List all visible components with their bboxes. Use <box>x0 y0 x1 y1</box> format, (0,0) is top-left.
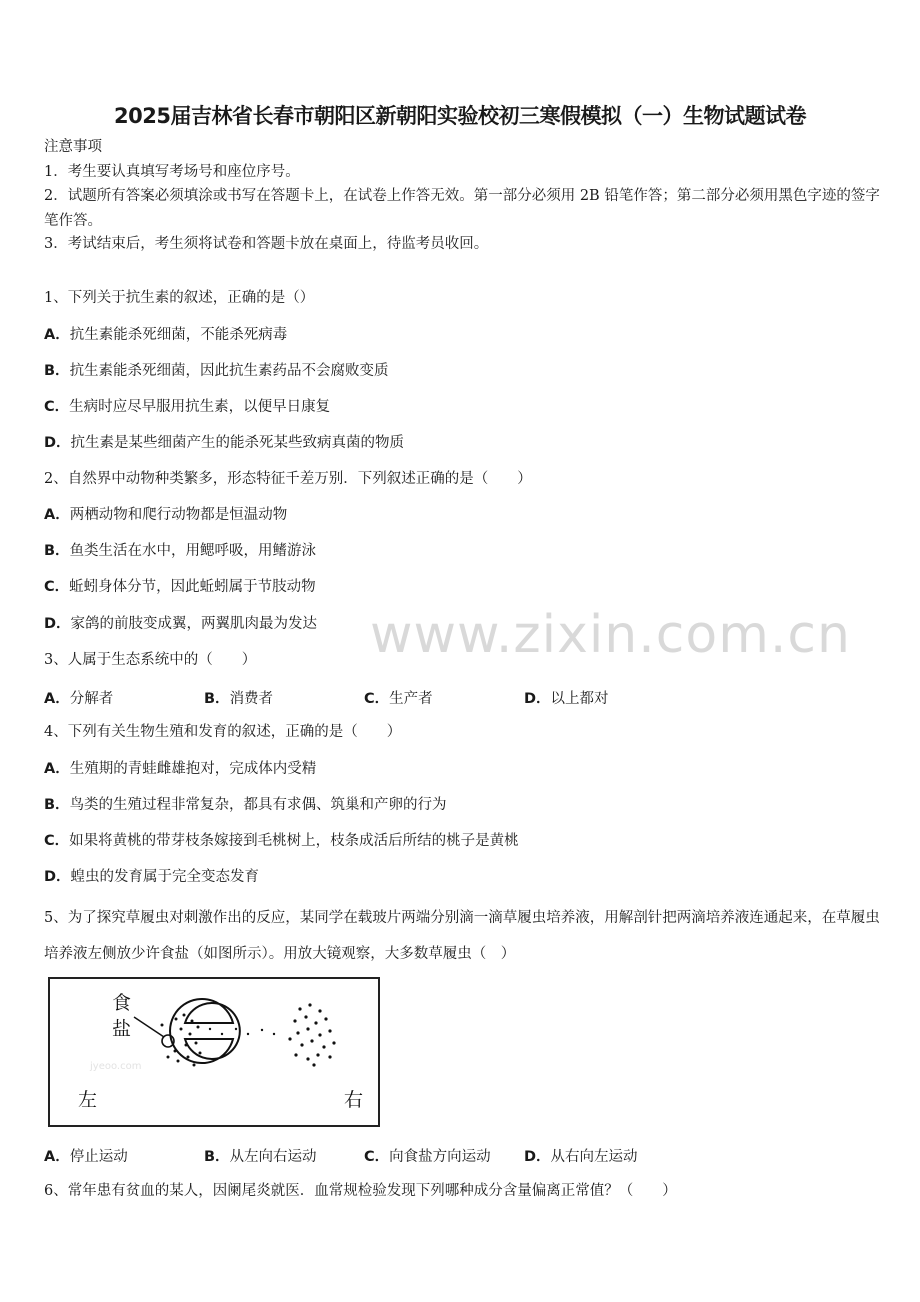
option-label: D． <box>524 691 551 707</box>
right-label: 右 <box>344 1089 364 1111</box>
option-label: B． <box>44 797 70 813</box>
option-row <box>44 795 447 815</box>
notice-item: 2．试题所有答案必须填涂或书写在答题卡上，在试卷上作答无效。第一部分必须用 2B 铅笔作答；第二部分必须用黑色字迹的签字笔作答。 <box>44 188 880 229</box>
option-row <box>44 325 287 345</box>
option-row <box>44 831 519 851</box>
option-row <box>44 361 389 381</box>
option-label: B． <box>44 363 70 379</box>
option-text: 抗生素能杀死细菌，因此抗生素药品不会腐败变质 <box>69 363 389 379</box>
figure-credit: jyeoo.com <box>90 1061 142 1072</box>
salt-label-line1: 食 <box>112 992 132 1014</box>
option-text: 生病时应尽早服用抗生素，以便早日康复 <box>69 399 331 415</box>
option-text: 抗生素是某些细菌产生的能杀死某些致病真菌的物质 <box>70 435 405 451</box>
option-label: C． <box>44 399 70 415</box>
option-label: D． <box>44 869 71 885</box>
option-text: 从左向右运动 <box>229 1149 317 1165</box>
option-row <box>44 505 287 525</box>
option-label: B． <box>204 691 230 707</box>
option-row <box>44 577 316 597</box>
option-label: B． <box>44 543 70 559</box>
slide-diagram <box>50 979 378 1125</box>
option-text: 两栖动物和爬行动物都是恒温动物 <box>69 507 288 523</box>
option-text: 消费者 <box>229 691 274 707</box>
option-label: C． <box>44 833 70 849</box>
option-text: 蚯蚓身体分节，因此蚯蚓属于节肢动物 <box>69 579 316 595</box>
question-stem: 5、为了探究草履虫对刺激作出的反应，某同学在载玻片两端分别滴一滴草履虫培养液，用解剖针把两滴培养液连通起来，在草履虫培养液左侧放少许食盐（如图所示）。用放大镜观察，大多数草履虫（ ） <box>44 910 880 962</box>
option-row <box>44 867 259 887</box>
option-label: C． <box>44 579 70 595</box>
paramecium-figure <box>48 977 380 1127</box>
page-title: 2025届吉林省长春市朝阳区新朝阳实验校初三寒假模拟（一）生物试题试卷 <box>114 104 806 128</box>
option-text: 分解者 <box>69 691 114 707</box>
option-label: D． <box>44 616 71 632</box>
option-label: D． <box>44 435 71 451</box>
option-text: 从右向左运动 <box>550 1149 638 1165</box>
option-text: 蝗虫的发育属于完全变态发育 <box>70 869 260 885</box>
option-text: 鸟类的生殖过程非常复杂，都具有求偶、筑巢和产卵的行为 <box>69 797 447 813</box>
question-stem: 1、下列关于抗生素的叙述，正确的是（） <box>44 290 315 306</box>
option-text: 如果将黄桃的带芽枝条嫁接到毛桃树上，枝条成活后所结的桃子是黄桃 <box>69 833 519 849</box>
notice-item: 1．考生要认真填写考场号和座位序号。 <box>44 164 300 180</box>
option-row <box>44 397 330 417</box>
option-label: C． <box>364 1149 390 1165</box>
option-row <box>44 433 404 453</box>
option-label: A． <box>44 327 70 343</box>
option-text: 生产者 <box>389 691 433 707</box>
option-label: A． <box>44 691 70 707</box>
question-stem: 4、下列有关生物生殖和发育的叙述，正确的是（ ） <box>44 724 402 740</box>
notice-item: 3．考试结束后，考生须将试卷和答题卡放在桌面上，待监考员收回。 <box>44 236 489 252</box>
option-label: D． <box>524 1149 551 1165</box>
question-stem: 3、人属于生态系统中的（ ） <box>44 652 257 668</box>
culture-drops <box>170 999 240 1063</box>
left-label: 左 <box>78 1089 98 1111</box>
option-label: A． <box>44 1149 70 1165</box>
option-text: 抗生素能杀死细菌，不能杀死病毒 <box>69 327 288 343</box>
watermark: www.zixin.com.cn <box>370 605 851 665</box>
option-text: 家鸽的前肢变成翼，两翼肌肉最为发达 <box>70 616 318 632</box>
option-text: 以上都对 <box>550 691 609 707</box>
option-row <box>44 687 609 708</box>
option-text: 向食盐方向运动 <box>389 1149 491 1165</box>
option-row <box>44 1145 638 1166</box>
option-row <box>44 614 317 634</box>
salt-pointer-line <box>134 1017 164 1037</box>
option-label: B． <box>204 1149 230 1165</box>
question-stem: 2、自然界中动物种类繁多，形态特征千差万别．下列叙述正确的是（ ） <box>44 471 532 487</box>
option-label: A． <box>44 507 70 523</box>
option-label: C． <box>364 691 390 707</box>
option-text: 停止运动 <box>69 1149 128 1165</box>
salt-label-line2: 盐 <box>112 1018 132 1040</box>
option-text: 生殖期的青蛙雌雄抱对，完成体内受精 <box>69 761 317 777</box>
option-row <box>44 541 316 561</box>
option-row <box>44 759 316 779</box>
question-stem: 6、常年患有贫血的某人，因阑尾炎就医．血常规检验发现下列哪种成分含量偏离正常值？（ ） <box>44 1183 677 1199</box>
option-label: A． <box>44 761 70 777</box>
notice-heading: 注意事项 <box>44 139 102 155</box>
option-text: 鱼类生活在水中，用鳃呼吸，用鳍游泳 <box>69 543 317 559</box>
